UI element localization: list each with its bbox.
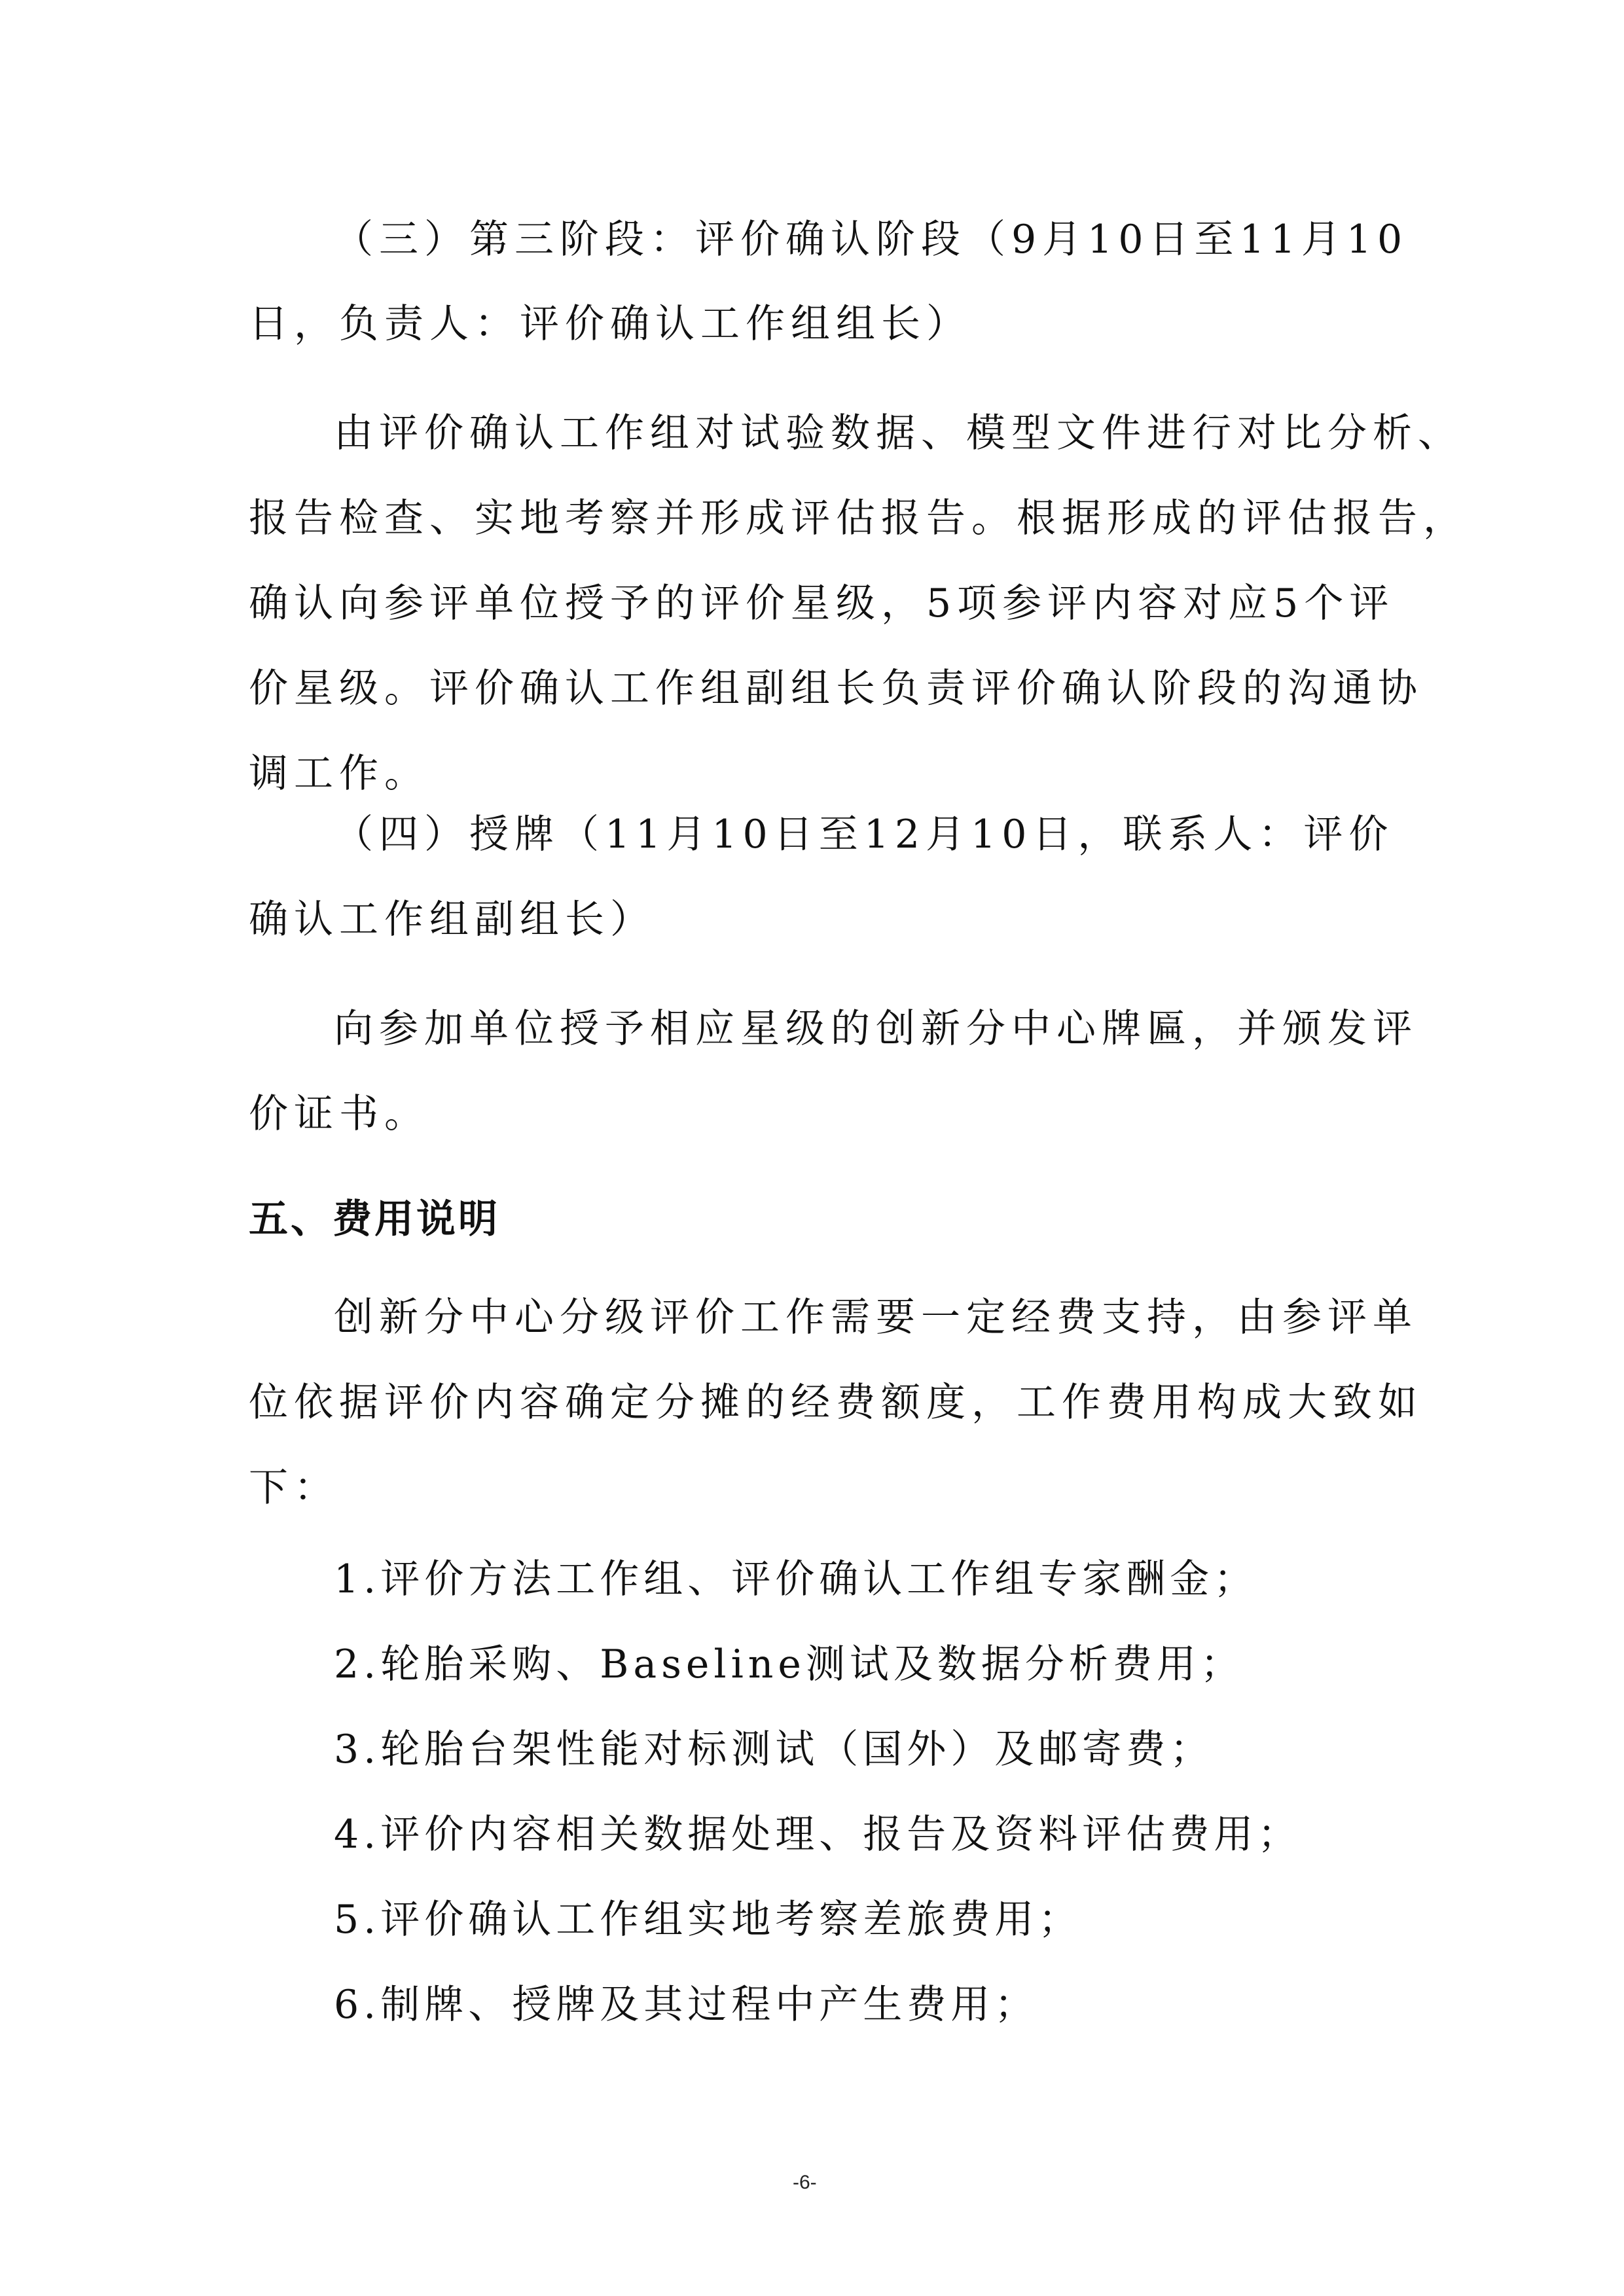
section-4-heading-line-1: （四）授牌（11月10日至12月10日，联系人：评价 <box>334 812 1394 857</box>
list-item: 3.轮胎台架性能对标测试（国外）及邮寄费； <box>334 1727 1214 1772</box>
section-3-body-line-2: 报告检查、实地考察并形成评估报告。根据形成的评估报告， <box>249 495 1468 541</box>
list-item: 6.制牌、授牌及其过程中产生费用； <box>334 1982 1039 2028</box>
list-item: 4.评价内容相关数据处理、报告及资料评估费用； <box>334 1812 1302 1857</box>
section-3-heading-line-2: 日，负责人：评价确认工作组组长） <box>249 301 971 347</box>
section-5-title: 五、费用说明 <box>249 1196 500 1242</box>
list-item: 2.轮胎采购、Baseline测试及数据分析费用； <box>334 1641 1244 1687</box>
section-3-heading-line-1: （三）第三阶段：评价确认阶段（9月10日至11月10 <box>334 217 1409 262</box>
section-3-body-line-5: 调工作。 <box>249 751 429 797</box>
section-4-body-line-2: 价证书。 <box>249 1091 429 1137</box>
section-5-intro-line-1: 创新分中心分级评价工作需要一定经费支持，由参评单 <box>334 1295 1418 1340</box>
section-5-intro-line-3: 下： <box>249 1465 339 1511</box>
section-3-body-line-4: 价星级。评价确认工作组副组长负责评价确认阶段的沟通协 <box>249 666 1423 711</box>
list-item: 1.评价方法工作组、评价确认工作组专家酬金； <box>334 1556 1258 1602</box>
section-5-intro-line-2: 位依据评价内容确定分摊的经费额度，工作费用构成大致如 <box>249 1380 1423 1426</box>
page-number: -6- <box>793 2172 817 2193</box>
section-4-body-line-1: 向参加单位授予相应星级的创新分中心牌匾，并颁发评 <box>334 1006 1418 1052</box>
section-3-body-line-3: 确认向参评单位授予的评价星级，5项参评内容对应5个评 <box>249 581 1395 626</box>
section-3-body-line-1: 由评价确认工作组对试验数据、模型文件进行对比分析、 <box>334 410 1463 456</box>
list-item: 5.评价确认工作组实地考察差旅费用； <box>334 1897 1083 1943</box>
section-4-heading-line-2: 确认工作组副组长） <box>249 897 655 942</box>
